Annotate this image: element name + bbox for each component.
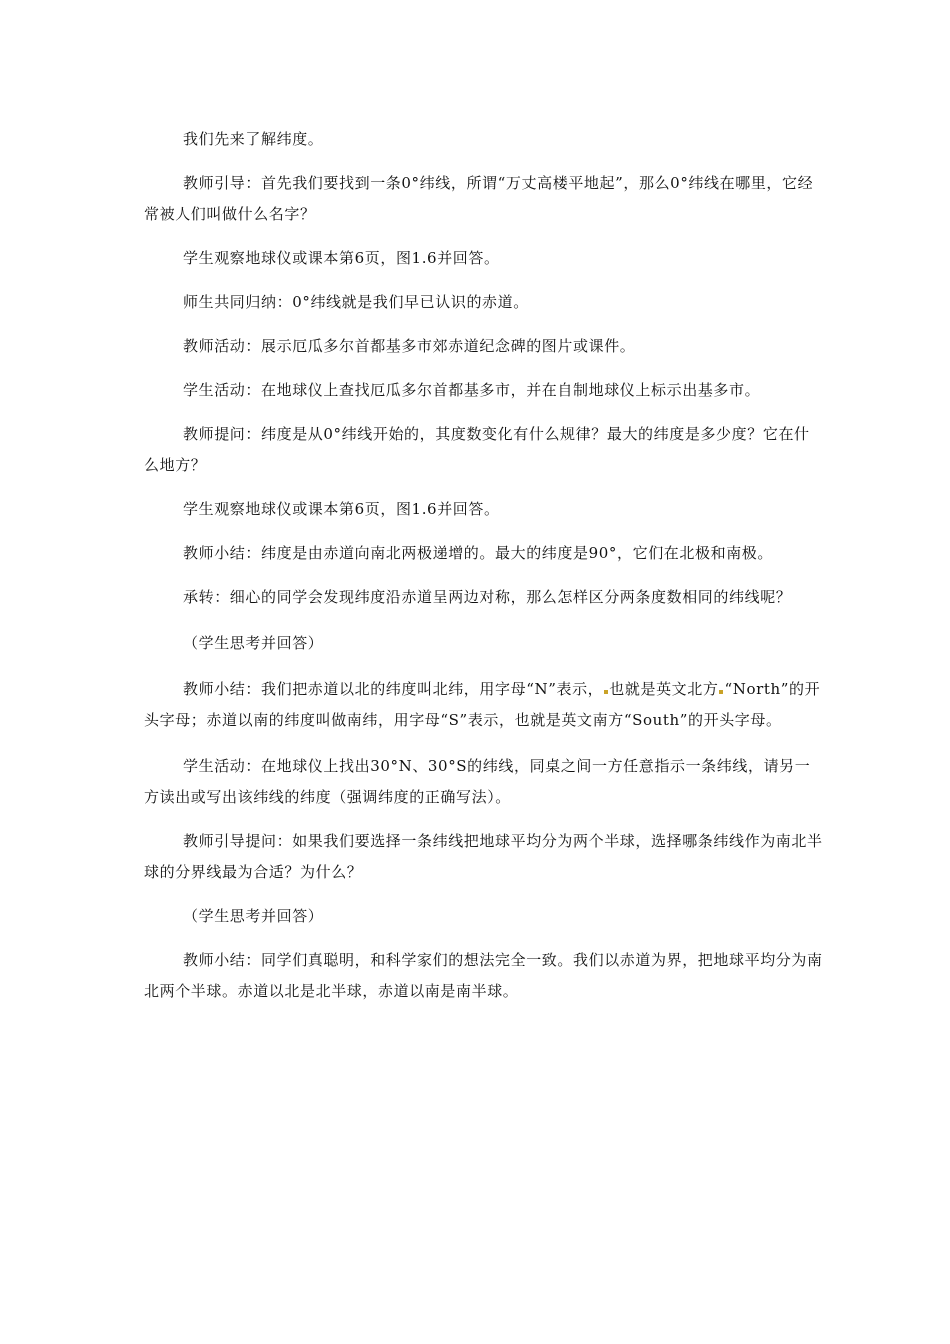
paragraph-student-think-2: （学生思考并回答） bbox=[183, 907, 324, 925]
paragraph-teacher-activity: 教师活动：展示厄瓜多尔首都基多市郊赤道纪念碑的图片或课件。 bbox=[183, 337, 636, 355]
paragraph-teacher-question: 教师提问：纬度是从0°纬线开始的，其度数变化有什么规律？最大的纬度是多少度？它在什么地方？ bbox=[144, 425, 810, 474]
paragraph-teacher-summary-2 bbox=[144, 674, 824, 736]
paragraph-student-activity-2: 学生活动：在地球仪上找出30°N、30°S的纬线，同桌之间一方任意指示一条纬线，请另一方读出或写出该纬线的纬度（强调纬度的正确写法）。 bbox=[144, 757, 811, 806]
paragraph-student-activity: 学生活动：在地球仪上查找厄瓜多尔首都基多市，并在自制地球仪上标示出基多市。 bbox=[183, 381, 761, 399]
highlight-mark bbox=[719, 690, 723, 694]
paragraph-teacher-guide: 教师引导：首先我们要找到一条0°纬线，所谓“万丈高楼平地起”，那么0°纬线在哪里，它经常被人们叫做什么名字？ bbox=[144, 174, 814, 223]
summary-2-part-2: 也就是英文北方 bbox=[609, 680, 719, 698]
document-body bbox=[144, 124, 824, 1007]
paragraph-student-think-1: （学生思考并回答） bbox=[183, 634, 324, 652]
paragraph-teacher-summary-3: 教师小结：同学们真聪明，和科学家们的想法完全一致。我们以赤道为界，把地球平均分为南北两个半球。赤道以北是北半球，赤道以南是南半球。 bbox=[144, 951, 823, 1000]
paragraph-student-observe-2: 学生观察地球仪或课本第6页，图1.6并回答。 bbox=[183, 500, 500, 518]
summary-2-part-1: 教师小结：我们把赤道以北的纬度叫北纬，用字母“N”表示， bbox=[183, 680, 604, 698]
paragraph-student-observe: 学生观察地球仪或课本第6页，图1.6并回答。 bbox=[183, 249, 500, 267]
summary-2-part-3: “North”的开头字母；赤道以南的纬度叫做南纬，用字母“S”表示，也就是英文南方“South”的开头字母。 bbox=[144, 680, 821, 729]
paragraph-intro: 我们先来了解纬度。 bbox=[183, 130, 324, 148]
paragraph-teacher-summary-1: 教师小结：纬度是由赤道向南北两极递增的。最大的纬度是90°，它们在北极和南极。 bbox=[183, 544, 773, 562]
highlight-mark bbox=[604, 690, 608, 694]
paragraph-summary-equator: 师生共同归纳：0°纬线就是我们早已认识的赤道。 bbox=[183, 293, 529, 311]
paragraph-transition: 承转：细心的同学会发现纬度沿赤道呈两边对称，那么怎样区分两条度数相同的纬线呢？ bbox=[183, 588, 792, 606]
paragraph-teacher-guide-question: 教师引导提问：如果我们要选择一条纬线把地球平均分为两个半球，选择哪条纬线作为南北半球的分界线最为合适？为什么？ bbox=[144, 832, 823, 881]
